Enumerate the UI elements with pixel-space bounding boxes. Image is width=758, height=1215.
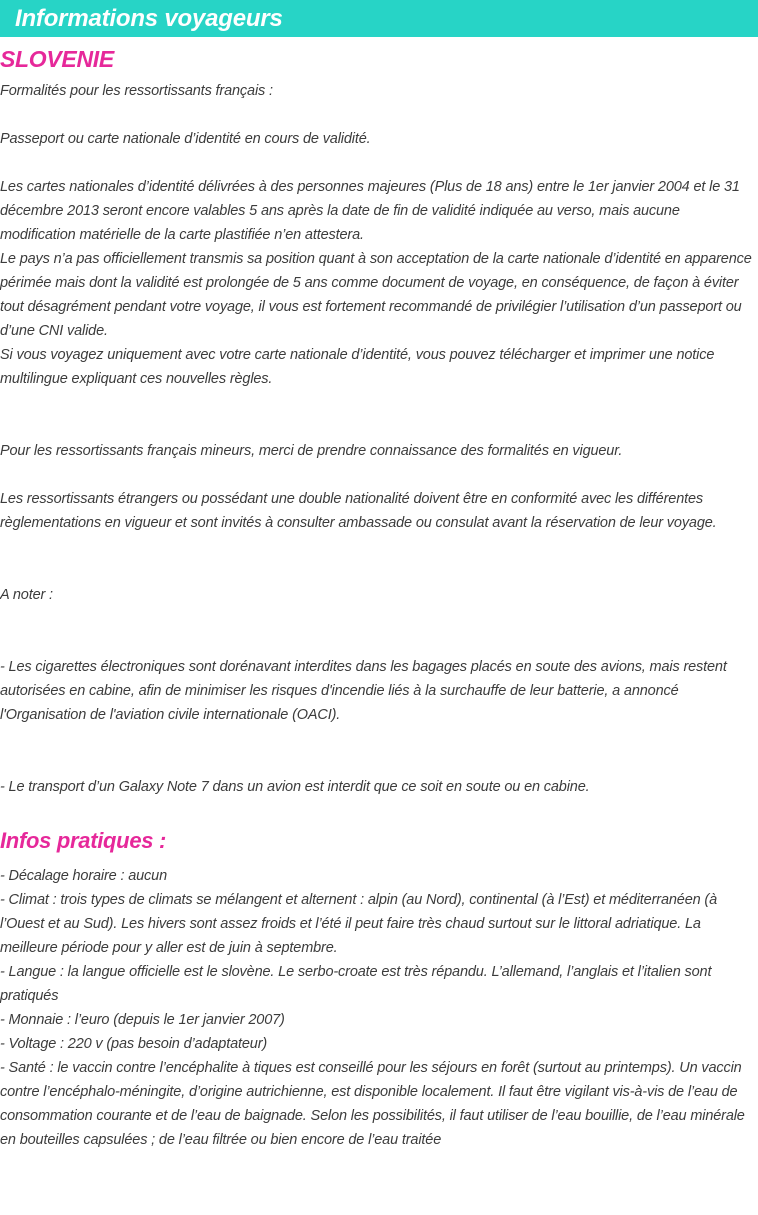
cni-notice-text: Si vous voyagez uniquement avec votre carte nationale d’identité, vous pouvez télécharger et imprimer une notice multilingue expliquant ces nouvelles règles. — [0, 347, 715, 387]
main-content — [0, 43, 758, 1152]
page-title: Informations voyageurs — [15, 4, 283, 32]
info-item-voltage: - Voltage : 220 v (pas besoin d’adaptateur) — [0, 1036, 268, 1052]
cni-pays-text: Le pays n’a pas officiellement transmis sa position quant à son acceptation de la carte nationale d’identité en apparence périmée mais dont la validité est prolongée de 5 ans comme document de voyage, en conséquence, de façon à éviter tout désagrément pendant votre voyage, il vous est fortement recommandé de privilégier l’utilisation d’un passeport ou d’une CNI valide. — [0, 251, 752, 339]
a-noter-label: A noter : — [0, 587, 53, 603]
cigarettes-text: - Les cigarettes électroniques sont dorénavant interdites dans les bagages placés en soute des avions, mais restent autorisées en cabine, afin de minimiser les risques d'incendie liés à la surchauffe de leur batterie, a annoncé l'Organisation de l'aviation civile internationale (OACI). — [0, 659, 727, 723]
info-item-decalage: - Décalage horaire : aucun — [0, 868, 167, 884]
formalites-intro: Formalités pour les ressortissants français : — [0, 83, 273, 99]
info-item-langue: - Langue : la langue officielle est le slovène. Le serbo-croate est très répandu. L’allemand, l’anglais et l’italien sont pratiqués — [0, 964, 712, 1004]
infos-pratiques-heading: Infos pratiques : — [0, 828, 167, 853]
info-item-monnaie: - Monnaie : l’euro (depuis le 1er janvier 2007) — [0, 1012, 285, 1028]
galaxy-text: - Le transport d’un Galaxy Note 7 dans un avion est interdit que ce soit en soute ou en cabine. — [0, 779, 590, 795]
etrangers-text: Les ressortissants étrangers ou possédant une double nationalité doivent être en conformité avec les différentes règlementations en vigueur et sont invités à consulter ambassade ou consulat avant la réservation de leur voyage. — [0, 491, 717, 531]
country-heading: SLOVENIE — [0, 46, 114, 72]
header-bar — [0, 0, 758, 37]
info-item-sante: - Santé : le vaccin contre l’encéphalite à tiques est conseillé pour les séjours en forêt (surtout au printemps). Un vaccin contre l’encéphalo-méningite, d’origine autrichienne, est disponible localement. Il faut être vigilant vis-à-vis de l’eau de consommation courante et de l’eau de baignade. Selon les possibilités, il faut utiliser de l’eau bouillie, de l’eau minérale en bouteilles capsulées ; de l’eau filtrée ou bien encore de l’eau traitée — [0, 1060, 745, 1148]
info-item-climat: - Climat : trois types de climats se mélangent et alternent : alpin (au Nord), continental (à l’Est) et méditerranéen (à l’Ouest et au Sud). Les hivers sont assez froids et l’été il peut faire très chaud surtout sur le littoral adriatique. La meilleure période pour y aller est de juin à septembre. — [0, 892, 717, 956]
passeport-text: Passeport ou carte nationale d’identité en cours de validité. — [0, 131, 371, 147]
cni-validite-text: Les cartes nationales d’identité délivrées à des personnes majeures (Plus de 18 ans) entre le 1er janvier 2004 et le 31 décembre 2013 seront encore valables 5 ans après la date de fin de validité indiquée au verso, mais aucune modification matérielle de la carte plastifiée n’en attestera. — [0, 179, 740, 243]
mineurs-text: Pour les ressortissants français mineurs, merci de prendre connaissance des formalités en vigueur. — [0, 443, 623, 459]
